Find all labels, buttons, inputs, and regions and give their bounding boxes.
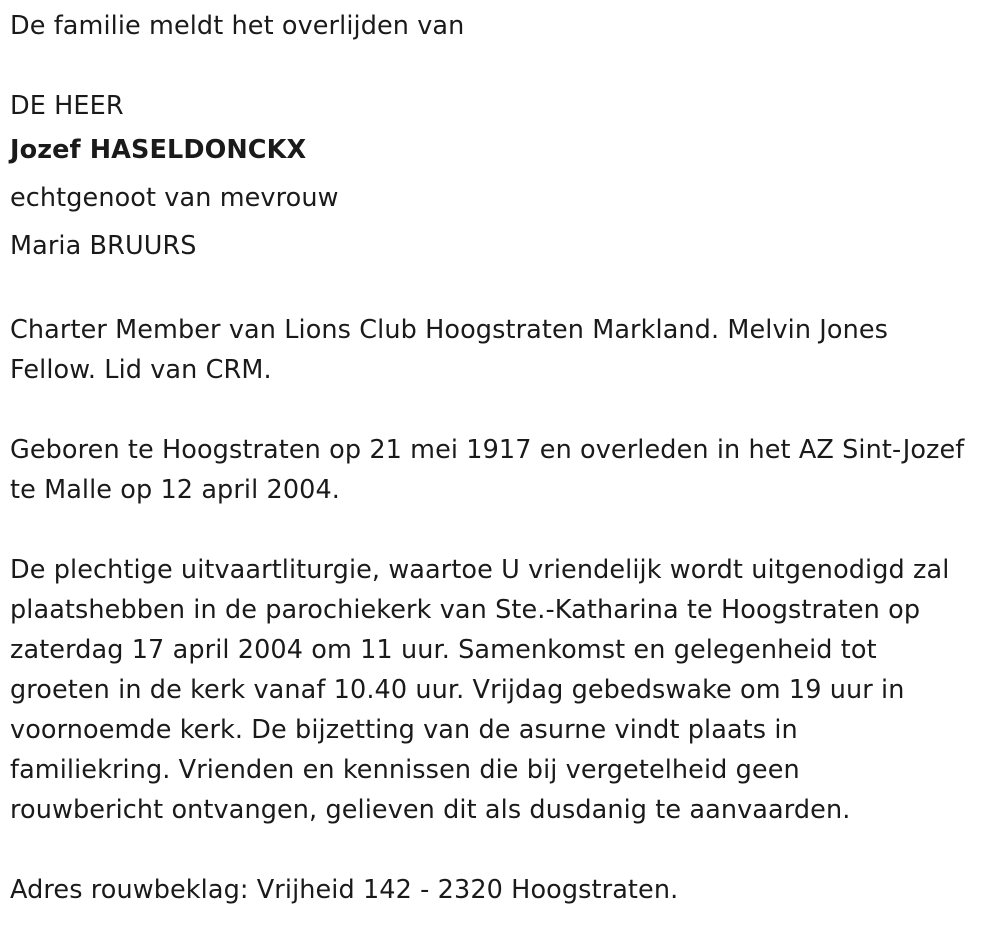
memberships-paragraph <box>10 310 995 390</box>
spouse-label: echtgenoot van mevrouw <box>10 183 339 213</box>
deceased-name: Jozef HASELDONCKX <box>10 135 307 165</box>
memberships-line: Charter Member van Lions Club Hoogstraten Markland. Melvin Jones <box>10 315 889 345</box>
funeral-line: voornoemde kerk. De bijzetting van de asurne vindt plaats in <box>10 715 798 745</box>
birth-death-paragraph <box>10 430 995 510</box>
intro-text: De familie meldt het overlijden van <box>10 11 465 41</box>
condolence-address: Adres rouwbeklag: Vrijheid 142 - 2320 Hoogstraten. <box>10 875 679 905</box>
funeral-line: rouwbericht ontvangen, gelieven dit als dusdanig te aanvaarden. <box>10 795 851 825</box>
address-paragraph <box>10 870 995 910</box>
death-notice <box>10 6 995 910</box>
honorific: DE HEER <box>10 91 124 121</box>
funeral-line: De plechtige uitvaartliturgie, waartoe U vriendelijk wordt uitgenodigd zal <box>10 555 950 585</box>
memberships-line: Fellow. Lid van CRM. <box>10 355 272 385</box>
funeral-line: familiekring. Vrienden en kennissen die bij vergetelheid geen <box>10 755 800 785</box>
funeral-paragraph <box>10 550 995 830</box>
spouse-name: Maria BRUURS <box>10 231 197 261</box>
funeral-line: groeten in de kerk vanaf 10.40 uur. Vrijdag gebedswake om 19 uur in <box>10 675 905 705</box>
funeral-line: plaatshebben in de parochiekerk van Ste.-Katharina te Hoogstraten op <box>10 595 921 625</box>
funeral-line: zaterdag 17 april 2004 om 11 uur. Samenkomst en gelegenheid tot <box>10 635 877 665</box>
birth-death-line: Geboren te Hoogstraten op 21 mei 1917 en overleden in het AZ Sint-Jozef <box>10 435 965 465</box>
birth-death-line: te Malle op 12 april 2004. <box>10 475 341 505</box>
